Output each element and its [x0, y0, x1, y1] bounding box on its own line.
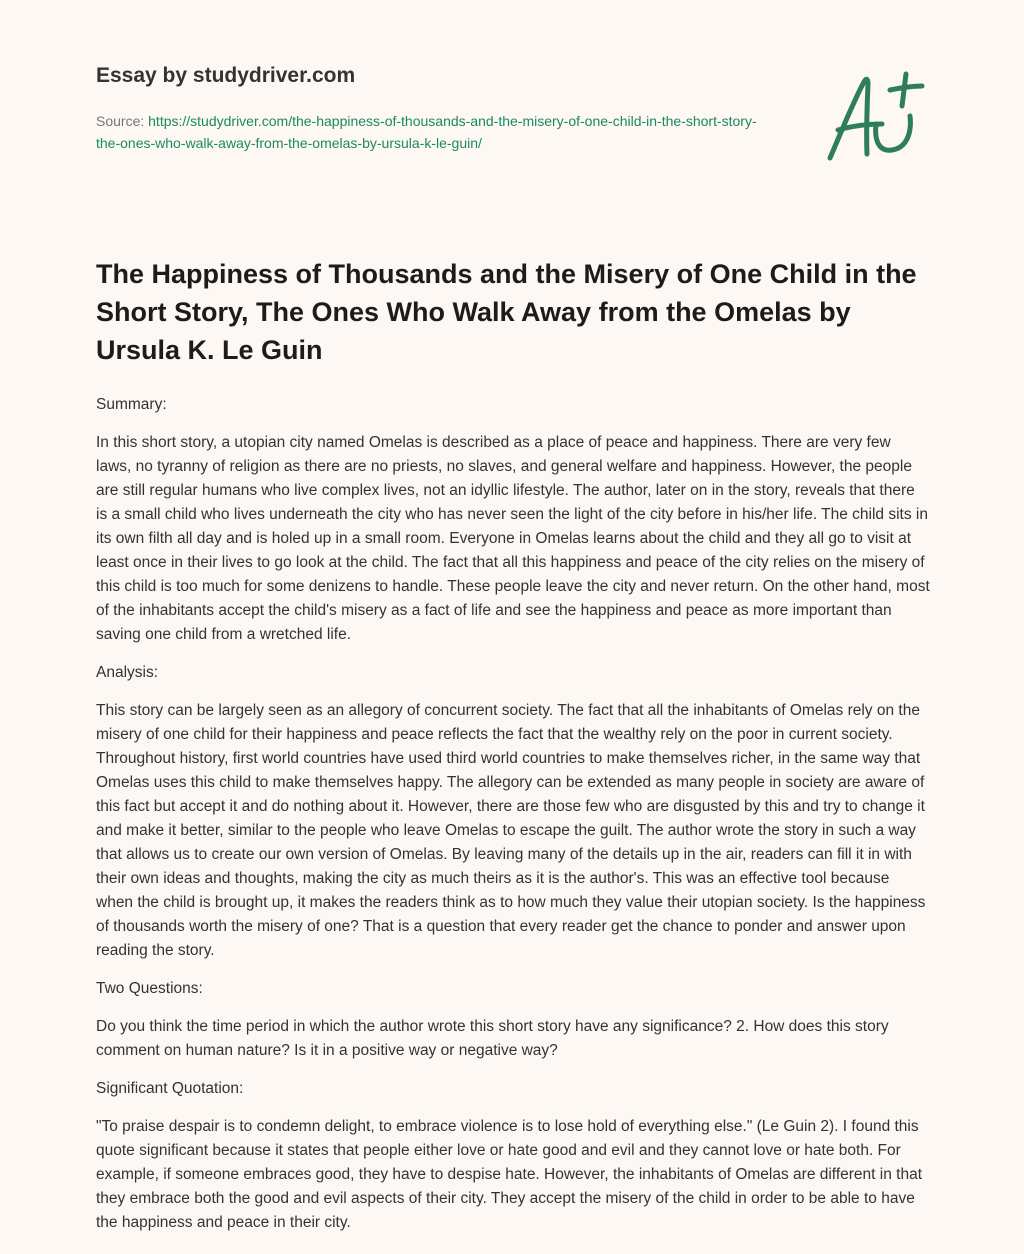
- document-title: The Happiness of Thousands and the Misery of One Child in the Short Story, The Ones Who Walk Away from the Omelas by Ursula K. Le Guin: [96, 259, 917, 365]
- section-analysis: [96, 661, 930, 963]
- page-header: [96, 62, 776, 154]
- site-title: Essay by studydriver.com: [96, 64, 356, 87]
- source-link[interactable]: https://studydriver.com/the-happiness-of-thousands-and-the-misery-of-one-child-in-the-short-story-the-ones-who-walk-away-from-the-omelas-by-ursula-k-le-guin/: [96, 113, 757, 151]
- section-label: Two Questions:: [96, 980, 203, 997]
- section-text: Do you think the time period in which the author wrote this short story have any significance? 2. How does this story comment on human nature? Is it in a positive way or negative way?: [96, 1018, 889, 1059]
- section-label: Summary:: [96, 396, 167, 413]
- section-label: Analysis:: [96, 664, 159, 681]
- essay-content: [96, 255, 930, 1249]
- source-line: [96, 110, 776, 154]
- source-label: Source:: [96, 113, 145, 129]
- section-two-questions: [96, 977, 930, 1063]
- section-significant-quotation: [96, 1077, 930, 1235]
- section-label: Significant Quotation:: [96, 1080, 244, 1097]
- section-summary: [96, 393, 930, 647]
- section-text: "To praise despair is to condemn delight, to embrace violence is to lose hold of everything else." (Le Guin 2). I found this quote significant because it states that people either love or hate good and evil and they cannot love or hate both. For example, if someone embraces good, they have to despise hate. However, the inhabitants of Omelas are different in that they embrace both the good and evil aspects of their city. They accept the misery of the child in order to be able to have the happiness and peace in their city.: [96, 1118, 923, 1231]
- a-plus-icon: [820, 68, 930, 168]
- section-text: In this short story, a utopian city named Omelas is described as a place of peace and happiness. There are very few laws, no tyranny of religion as there are no priests, no slaves, and general welfare and happiness. However, the people are still regular humans who live complex lives, not an idyllic lifestyle. The author, later on in the story, reveals that there is a small child who lives underneath the city who has never seen the light of the city before in his/her life. The child sits in its own filth all day and is holed up in a small room. Everyone in Omelas learns about the child and they all go to visit at least once in their lives to go look at the child. The fact that all this happiness and peace of the city relies on the misery of this child is too much for some denizens to handle. These people leave the city and never return. On the other hand, most of the inhabitants accept the child's misery as a fact of life and see the happiness and peace as more important than saving one child from a wretched life.: [96, 434, 930, 643]
- section-text: This story can be largely seen as an allegory of concurrent society. The fact that all the inhabitants of Omelas rely on the misery of one child for their happiness and peace reflects the fact that the wealthy rely on the poor in current society. Throughout history, first world countries have used third world countries to make themselves richer, in the same way that Omelas uses this child to make themselves happy. The allegory can be extended as many people in society are aware of this fact but accept it and do nothing about it. However, there are those few who are disgusted by this and try to change it and make it better, similar to the people who leave Omelas to escape the guilt. The author wrote the story in such a way that allows us to create our own version of Omelas. By leaving many of the details up in the air, readers can fill it in with their own ideas and thoughts, making the city as much theirs as it is the author's. This was an effective tool because when the child is brought up, it makes the readers think as to how much they value their utopian society. Is the happiness of thousands worth the misery of one? That is a question that every reader get the chance to ponder and answer upon reading the story.: [96, 702, 926, 959]
